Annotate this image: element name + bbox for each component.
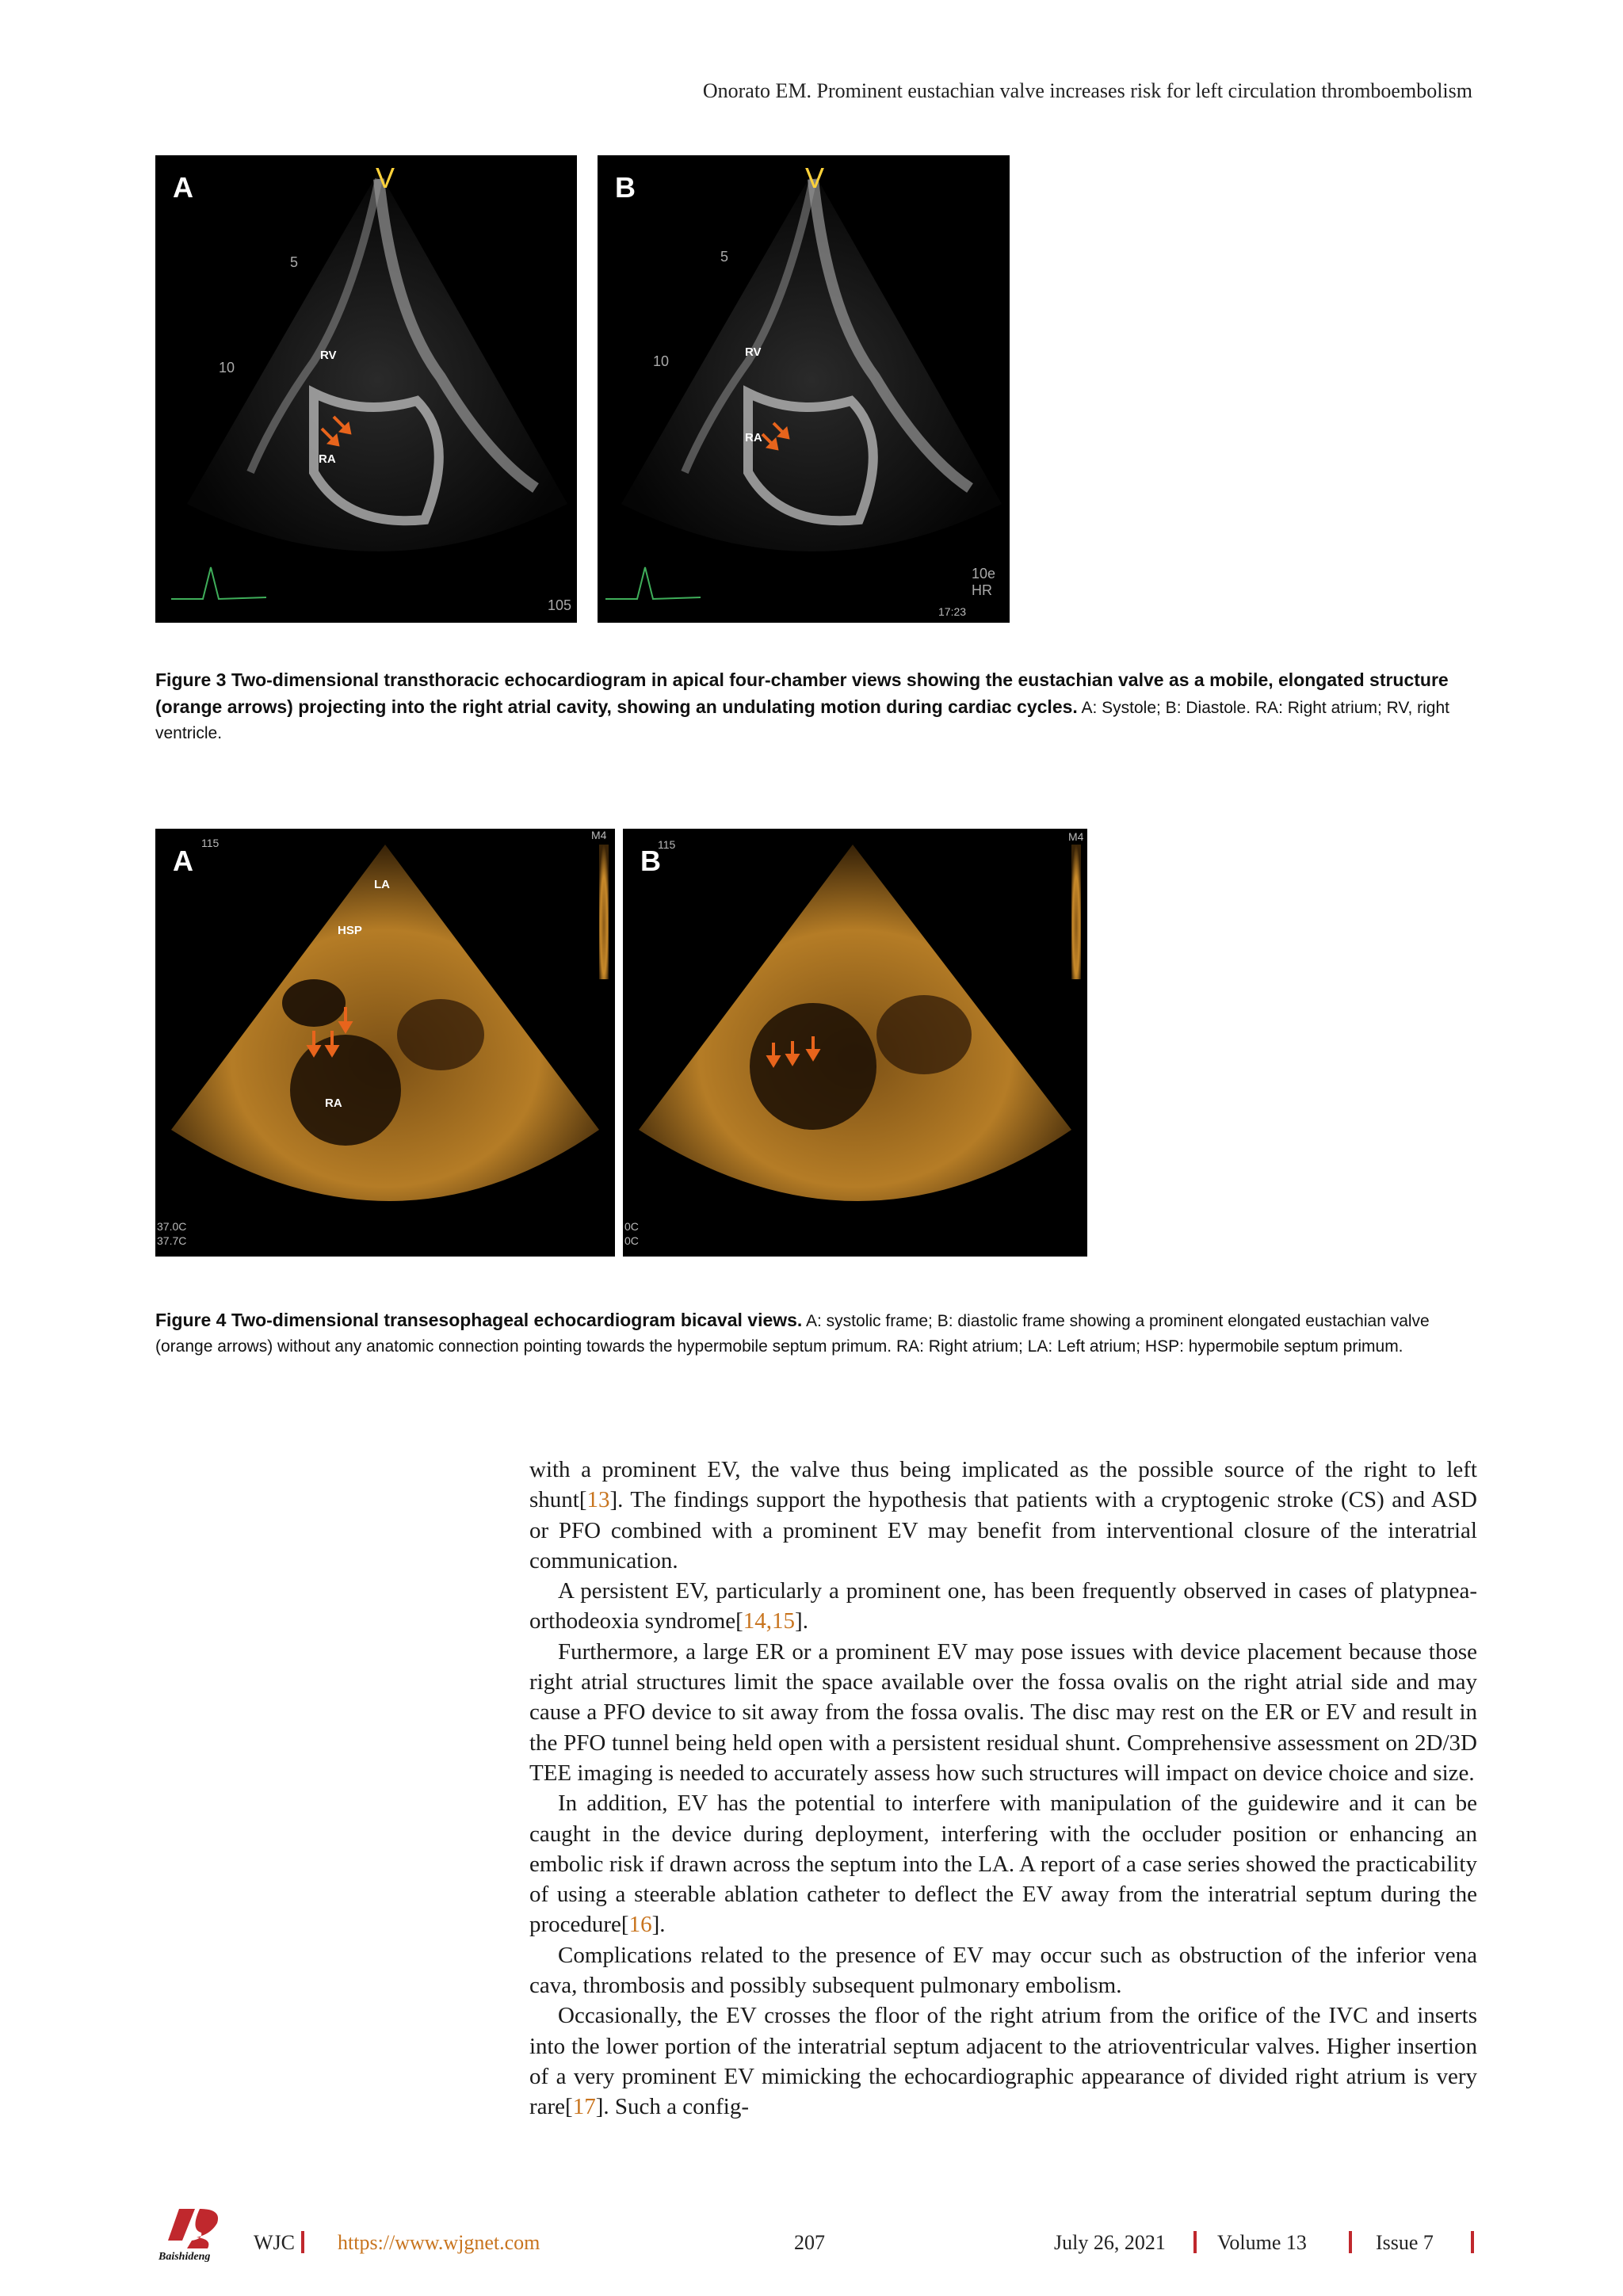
depth-mark: 5 xyxy=(720,249,729,265)
figure4-caption xyxy=(155,1307,1469,1360)
panel-label: B xyxy=(640,845,661,877)
publication-date: July 26, 2021 xyxy=(1054,2231,1166,2254)
echo-image xyxy=(155,155,577,623)
temp-readout: 37.0C xyxy=(157,1220,187,1233)
label-ra: RA xyxy=(319,452,336,466)
hr-mark: 105 xyxy=(548,597,572,613)
depth-mark: 5 xyxy=(290,254,299,270)
figure3-panel-a xyxy=(155,155,577,623)
figure3-panel-b xyxy=(598,155,1010,623)
v-marker: V xyxy=(376,162,395,194)
figure4-panel-b xyxy=(623,829,1087,1257)
running-head: Onorato EM. Prominent eustachian valve increases risk for left circulation thromboembolism xyxy=(702,79,1472,102)
paragraph: In addition, EV has the potential to interfere with manipulation of the guidewire and it can be caught in the device during deployment, interfering with the occluder position or enhancing an embolic risk if drawn across the septum into the LA. A report of a case series showed the practicability of using a steerable ablation catheter to deflect the EV away from the interatrial septum during the procedure[16]. xyxy=(529,1791,1477,1938)
paragraph: Complications related to the presence of EV may occur such as obstruction of the inferior vena cava, thrombosis and possibly subsequent pulmonary embolism. xyxy=(529,1942,1477,1999)
panel-label: A xyxy=(173,845,193,877)
temp-readout: 37.7C xyxy=(157,1234,187,1247)
depth-mark: 10 xyxy=(653,353,670,369)
panel-label: B xyxy=(615,171,636,204)
label-rv: RV xyxy=(320,349,337,362)
footer-separator xyxy=(1349,2231,1352,2253)
hr-mark: 10e HR xyxy=(972,566,996,598)
tee-image xyxy=(623,829,1087,1257)
panel-label: A xyxy=(173,171,193,204)
label-la: LA xyxy=(374,878,390,891)
footer-separator xyxy=(1471,2231,1474,2253)
label-ra: RA xyxy=(745,431,762,444)
echo-image xyxy=(598,155,1010,623)
figure4-panel-a xyxy=(155,829,615,1257)
caption-text: A: Systole; B: Diastole. RA: Right atrium; RV, right ventricle. xyxy=(155,699,1449,742)
temp-readout: 0C xyxy=(624,1220,639,1233)
issue: Issue 7 xyxy=(1376,2231,1434,2254)
journal-url-link[interactable]: https://www.wjgnet.com xyxy=(338,2231,540,2254)
citation-link[interactable]: 13 xyxy=(586,1487,610,1513)
paragraph: with a prominent EV, the valve thus being implicated as the possible source of the right to left shunt[13]. The findings support the hypothesis that patients with a cryptogenic stroke (CS) and ASD or PFO combined with a prominent EV may benefit from interventional closure of the interatrial communication. xyxy=(529,1457,1477,1573)
volume: Volume 13 xyxy=(1217,2231,1307,2254)
page-number: 207 xyxy=(794,2231,825,2254)
label-rv: RV xyxy=(745,345,762,359)
figure3-caption xyxy=(155,667,1469,746)
logo-text: Baishideng xyxy=(158,2251,211,2263)
paragraph: Occasionally, the EV crosses the floor of the right atrium from the orifice of the IVC and inserts into the lower portion of the interatrial septum adjacent to the atrioventricular valves. Higher insertion of a very prominent EV mimicking the echocardiographic appearance of divided right atrium is very rare[17]. Such a config- xyxy=(529,2003,1477,2120)
tee-image xyxy=(155,829,615,1257)
angle-readout: 115 xyxy=(201,837,220,849)
body-text xyxy=(529,1455,1477,2122)
paragraph: Furthermore, a large ER or a prominent EV may pose issues with device placement because those right atrial structures limit the space available over the fossa ovalis on the right atrial side and may cause a PFO device to sit away from the fossa ovalis. The disc may rest on the ER or EV and result in the PFO tunnel being held open with a persistent residual shunt. Comprehensive assessment on 2D/3D TEE imaging is needed to accurately assess how such structures will impact on device choice and size. xyxy=(529,1638,1477,1786)
depth-mark: 10 xyxy=(219,360,235,376)
temp-readout: 0C xyxy=(624,1234,639,1247)
footer-separator xyxy=(301,2231,304,2253)
page-footer xyxy=(155,2228,1477,2260)
v-marker: V xyxy=(805,162,825,194)
time-mark: 17:23 xyxy=(938,605,967,618)
caption-title: Figure 4 Two-dimensional transesophageal echocardiogram bicaval views. xyxy=(155,1310,803,1330)
label-hsp: HSP xyxy=(338,924,362,937)
footer-separator xyxy=(1193,2231,1197,2253)
label-ra: RA xyxy=(325,1097,342,1110)
citation-link[interactable]: 14 xyxy=(743,1608,766,1634)
citation-link[interactable]: 16 xyxy=(628,1912,652,1938)
probe-mark: M4 xyxy=(1068,830,1084,843)
caption-title: Figure 3 Two-dimensional transthoracic echocardiogram in apical four-chamber views showing the eustachian valve as a mobile, elongated structure (orange arrows) projecting into the right atrial cavity, showing an undulating motion during cardiac cycles. xyxy=(155,669,1449,717)
caption-text: A: systolic frame; B: diastolic frame showing a prominent elongated eustachian valve (orange arrows) without any anatomic connection pointing towards the hypermobile septum primum. RA: Right atrium; LA: Left atrium; HSP: hypermobile septum primum. xyxy=(155,1312,1430,1356)
probe-mark: M4 xyxy=(591,829,607,841)
citation-link[interactable]: 17 xyxy=(572,2094,596,2120)
angle-readout: 115 xyxy=(658,838,676,851)
citation-link[interactable]: 15 xyxy=(772,1608,796,1634)
paragraph: A persistent EV, particularly a prominent one, has been frequently observed in cases of platypnea-orthodeoxia syndrome[14,15]. xyxy=(529,1578,1477,1634)
journal-abbrev: WJC xyxy=(254,2231,295,2254)
